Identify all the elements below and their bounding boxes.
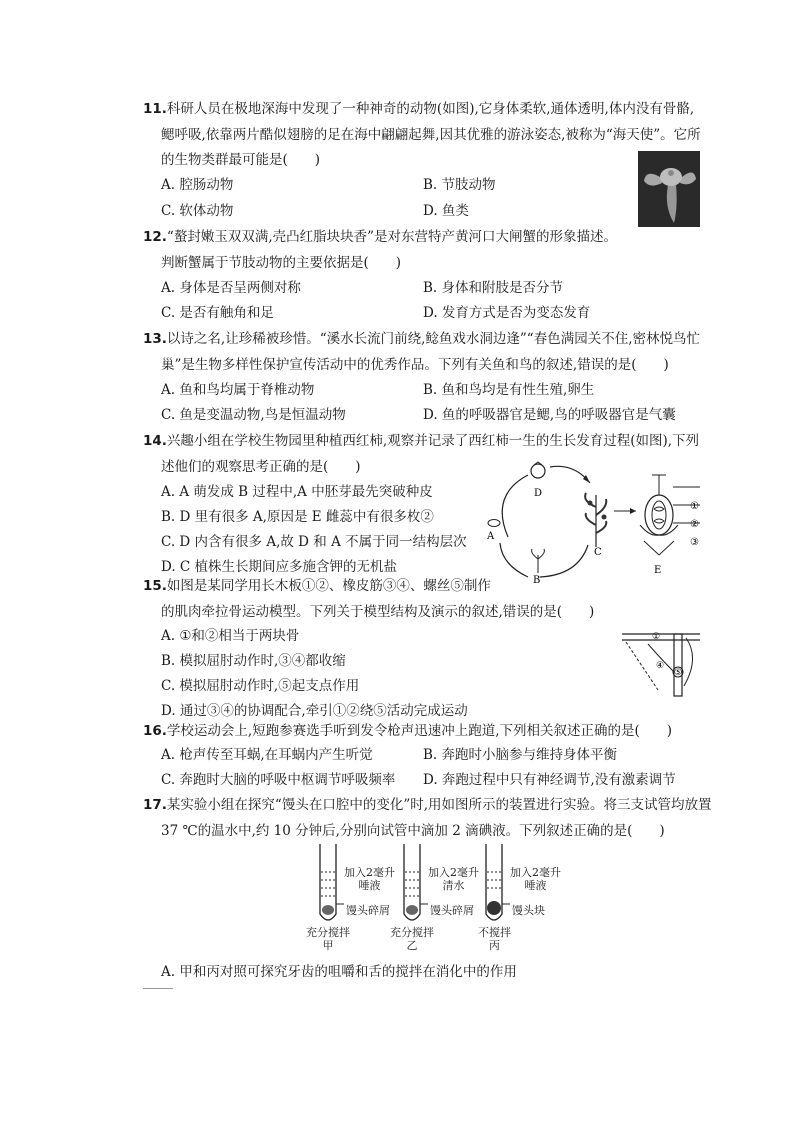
tube-yi-top-label: 加入2毫升 清水 — [428, 866, 479, 892]
option-b: B. 奔跑时小脑参与维持身体平衡 — [423, 747, 618, 763]
option-b: B. 模拟屈肘动作时,③④都收缩 — [161, 653, 346, 669]
question-text: 巢”是生物多样性保护宣传活动中的优秀作品。下列有关鱼和鸟的叙述,错误的是( ) — [161, 356, 669, 373]
label-b: B — [533, 575, 541, 585]
tube-yi-stir-label: 充分搅拌 乙 — [390, 926, 434, 952]
tube-bing-top-label: 加入2毫升 唾液 — [510, 866, 561, 892]
tube-bing — [486, 844, 510, 920]
tube-bing-stir-label: 不搅拌 丙 — [478, 926, 511, 952]
option-d: D. 通过③④的协调配合,牵引①②绕⑤活动完成运动 — [161, 703, 468, 719]
question-16 — [143, 719, 672, 745]
muscle-bone-model-diagram — [618, 628, 700, 700]
option-b: B. 鱼和鸟均是有性生殖,卵生 — [423, 382, 595, 398]
option-a: A. 枪声传至耳蜗,在耳蜗内产生听觉 — [161, 747, 373, 763]
label-e: E — [654, 565, 662, 576]
option-b: B. 身体和附肢是否分节 — [423, 280, 564, 296]
question-15 — [143, 574, 594, 625]
question-number: 12. — [143, 229, 167, 245]
label-a: A — [487, 531, 495, 542]
option-c: C. D 内含有很多 A,故 D 和 A 不属于同一结构层次 — [161, 534, 467, 550]
label-circle-1: ① — [652, 632, 661, 642]
divider — [143, 988, 173, 989]
question-text: 某实验小组在探究“馒头在口腔中的变化”时,用如图所示的装置进行实验。将三支试管均放置 — [166, 797, 712, 813]
option-a: A. ①和②相当于两块骨 — [161, 628, 300, 644]
question-text: 述他们的观察思考正确的是( ) — [161, 458, 361, 475]
option-c: C. 是否有触角和足 — [161, 305, 274, 321]
option-d: D. 鱼的呼吸器官是鳃,鸟的呼吸器官是气囊 — [423, 407, 676, 423]
question-text: 判断蟹属于节肢动物的主要依据是( ) — [161, 254, 402, 271]
question-text: 37 ℃的温水中,约 10 分钟后,分别向试管中滴加 2 滴碘液。下列叙述正确的是( ) — [161, 822, 665, 839]
question-number: 11. — [143, 101, 167, 117]
label-circle-3: ③ — [690, 537, 699, 548]
option-a: A. 甲和丙对照可探究牙齿的咀嚼和舌的搅拌在消化中的作用 — [161, 964, 517, 980]
tube-bing-side-label: 馒头块 — [512, 904, 545, 917]
option-b: B. D 里有很多 A,原因是 E 雌蕊中有很多枚② — [161, 509, 434, 525]
tube-jia-top-label: 加入2毫升 唾液 — [344, 866, 395, 892]
tube-jia — [320, 844, 344, 920]
question-text: 如图是某同学用长木板①②、橡皮筋③④、螺丝⑤制作 — [166, 578, 491, 594]
tube-yi — [404, 844, 428, 920]
question-text: 鳃呼吸,依靠两片酷似翅膀的足在海中翩翩起舞,因其优雅的游泳姿态,被称为“海天使”。它所 — [161, 126, 701, 143]
tube-yi-side-label: 馒头碎屑 — [430, 904, 474, 917]
tomato-lifecycle-diagram — [478, 455, 700, 585]
tube-jia-side-label: 馒头碎屑 — [346, 904, 390, 917]
question-number: 16. — [143, 723, 167, 739]
option-a: A. 身体是否呈两侧对称 — [161, 280, 301, 296]
label-circle-4: ④ — [656, 661, 665, 671]
tube-jia-stir-label: 充分搅拌 甲 — [306, 926, 350, 952]
label-circle-2: ② — [690, 519, 699, 530]
option-a: A. 鱼和鸟均属于脊椎动物 — [161, 382, 315, 398]
question-11 — [143, 97, 701, 174]
question-text: 科研人员在极地深海中发现了一种神奇的动物(如图),它身体柔软,通体透明,体内没有骨骼, — [166, 101, 695, 117]
question-number: 15. — [143, 578, 167, 594]
question-text: 学校运动会上,短跑参赛选手听到发令枪声迅速冲上跑道,下列相关叙述正确的是( ) — [166, 723, 673, 739]
option-b: B. 节肢动物 — [423, 177, 496, 193]
question-text: 以诗之名,让珍稀被珍惜。“溪水长流门前绕,鲶鱼戏水洞边逢”“春色满园关不住,密林悦鸟忙 — [166, 331, 700, 347]
option-c: C. 奔跑时大脑的呼吸中枢调节呼吸频率 — [161, 772, 396, 788]
question-number: 13. — [143, 331, 167, 347]
option-d: D. C 植株生长期间应多施含钾的无机盐 — [161, 559, 398, 575]
label-circle-5: ⑤ — [674, 668, 683, 678]
option-c: C. 软体动物 — [161, 203, 234, 219]
question-text: 的肌肉牵拉骨运动模型。下列关于模型结构及演示的叙述,错误的是( ) — [161, 603, 595, 620]
question-text: 的生物类群最可能是( ) — [161, 152, 321, 168]
question-number: 17. — [143, 797, 167, 813]
sea-angel-photo — [638, 151, 700, 227]
question-number: 14. — [143, 433, 167, 449]
label-d: D — [534, 488, 543, 499]
question-13 — [143, 327, 700, 378]
option-d: D. 鱼类 — [423, 203, 469, 219]
option-c: C. 模拟屈肘动作时,⑤起支点作用 — [161, 678, 360, 694]
option-a: A. A 萌发成 B 过程中,A 中胚芽最先突破种皮 — [161, 484, 433, 500]
question-12 — [143, 225, 617, 276]
question-text: 兴趣小组在学校生物园里种植西红柿,观察并记录了西红柿一生的生长发育过程(如图),下列 — [166, 433, 700, 449]
question-17 — [143, 793, 712, 844]
label-c: C — [594, 547, 602, 558]
option-d: D. 发育方式是否为变态发育 — [423, 305, 591, 321]
option-d: D. 奔跑过程中只有神经调节,没有激素调节 — [423, 772, 676, 788]
option-a: A. 腔肠动物 — [161, 177, 234, 193]
option-c: C. 鱼是变温动物,鸟是恒温动物 — [161, 407, 346, 423]
label-circle-1: ① — [690, 501, 699, 512]
question-text: “螯封嫩玉双双满,壳凸红脂块块香”是对东营特产黄河口大闸蟹的形象描述。 — [166, 229, 618, 245]
